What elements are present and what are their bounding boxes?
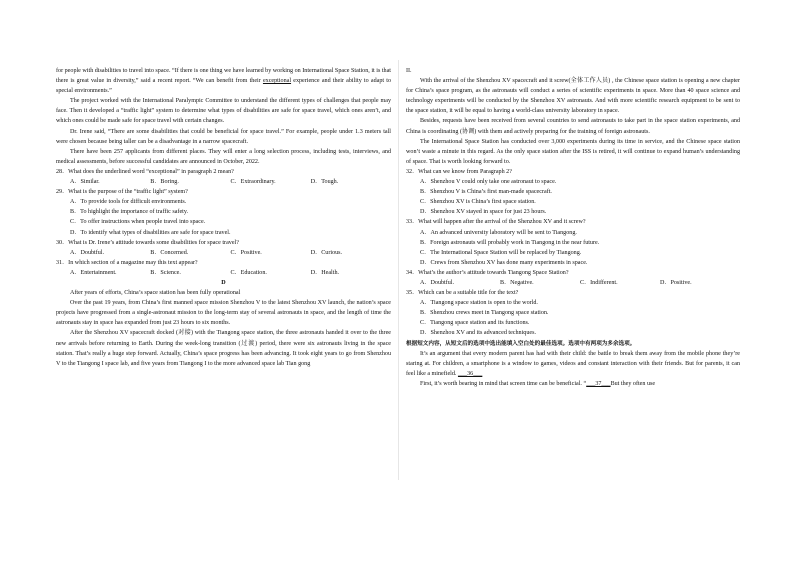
option: B．To highlight the importance of traffic safety.	[70, 209, 189, 216]
option: D．Curious.	[310, 249, 343, 256]
option: C．Shenzhou XV is China’s first space station.	[420, 199, 536, 206]
left-column	[56, 66, 391, 369]
option: B．Foreign astronauts will probably work in Tiangong in the near future.	[420, 239, 600, 246]
passage-c-paragraph-2: The project worked with the International Paralympic Committee to understand the different types of challenges that people may face. Then it developed a “traffic light” system to determine what types of disabilities are safe for space travel, which ones aren’t, and which ones could be made safe for space travel with certain changes.	[56, 98, 391, 125]
option: B．Shenzhou V is China’s first man-made spacecraft.	[420, 189, 552, 196]
question-33: 33．What will happen after the arrival of the Shenzhou XV and it screw?	[406, 219, 586, 226]
question-30-options	[56, 248, 391, 258]
question-31-options	[56, 268, 391, 278]
blank-36: ___36___	[457, 370, 483, 377]
option: A．Tiangong space station is open to the world.	[420, 300, 538, 307]
option: C．Indifferent.	[580, 279, 618, 286]
question-34-options	[406, 278, 740, 288]
option: B．Concerned.	[150, 249, 189, 256]
passage-c-paragraph-4: There have been 257 applicants from different places. They will enter a long selection process, including tests, interviews, and medical assessments, before successful candidates are announced in October, 2022.	[56, 148, 391, 165]
section-heading-d: D	[221, 279, 226, 286]
option: A．Shenzhou V could only take one astronaut to space.	[420, 179, 557, 186]
option: A．An advanced university laboratory will be sent to Tiangong.	[420, 229, 577, 236]
question-29: 29．What is the purpose of the “traffic light” system?	[56, 189, 188, 196]
option: A．Entertainment.	[70, 269, 117, 276]
passage-d-paragraph-3: With the arrival of the Shenzhou XV spacecraft and it screw(全体工作人员) , the Chinese space station is opening a new chapter for China’s space program, as the astronauts will conduct a series of scientific experiments in space. More than 40 space science and technology experiments will be conducted by the Shenzhou XV astronauts. And with more scientific research equipment to be sent to the space station, it will be equal to having a world-class university laboratory in space.	[406, 78, 740, 115]
option: C．The International Space Station will be replaced by Tiangong.	[420, 249, 582, 256]
option: B．Negative.	[500, 279, 534, 286]
question-34: 34．What’s the author’s attitude towards Tiangong Space Station?	[406, 269, 569, 276]
question-35: 35．Which can be a suitable title for the text?	[406, 290, 519, 297]
blank-37: ___37___	[586, 380, 611, 387]
option: C．To offer instructions when people travel into space.	[70, 219, 206, 226]
option: D．Crews from Shenzhou XV has done many experiments in space.	[420, 259, 588, 266]
option: B．Shenzhou crews meet in Tiangong space station.	[420, 310, 549, 317]
question-31: 31．In which section of a magazine may this text appear?	[56, 259, 198, 266]
option: C．Education.	[230, 269, 267, 276]
option: A．Doubtful.	[70, 249, 105, 256]
question-28: 28．What does the underlined word “exceptional” in paragraph 2 mean?	[56, 168, 234, 175]
passage-e-paragraph-1: It’s an argument that every modern parent has had with their child: the battle to break them away from the mobile phone they’re staring at. For children, a smartphone is a window to games, videos and constant interaction with their friends. But for parents, it can feel like a minefield. ___36___	[406, 350, 740, 377]
option: D．Shenzhou XV stayed in space for just 23 hours.	[420, 209, 547, 216]
question-28-options	[56, 177, 391, 187]
underlined-word: exceptional	[262, 78, 292, 85]
option: B．Boring.	[150, 179, 179, 186]
option: D．Tough.	[310, 179, 339, 186]
passage-d-continuation: II.	[406, 68, 412, 74]
option: C．Positive.	[230, 249, 262, 256]
passage-d-paragraph-5: The International Space Station has conducted over 3,000 experiments during its time in service, and the Chinese space station won’t waste a minute in this regard. As the only space station after the ISS is retired, it will continue to expand human’s understanding of space. That is worth looking forward to.	[406, 138, 740, 165]
passage-c-paragraph-3: Dr. Irene said, “There are some disabilities that could be beneficial for space travel.” For example, people under 1.3 meters tall were chosen because being taller can be a disadvantage in a narrow spacecraft.	[56, 128, 391, 145]
right-column	[406, 66, 740, 389]
option: D．To identify what types of disabilities are safe for space travel.	[70, 229, 231, 236]
question-32: 32．What can we know from Paragraph 2?	[406, 168, 512, 175]
option: C．Extraordinary.	[230, 179, 276, 186]
option: A．Similar.	[70, 179, 100, 186]
option: C．Tiangong space station and its functions.	[420, 320, 530, 327]
passage-d-paragraph-1: Over the past 19 years, from China’s first manned space mission Shenzhou V to the latest Shenzhou XV launch, the nation’s space projects have progressed from a single-astronaut mission to the long-term stay of several astronauts in space, and the length of time the astronauts stay in space has expanded from just 23 hours to six months.	[56, 300, 391, 327]
passage-e-paragraph-2: First, it’s worth bearing in mind that screen time can be beneficial. “___37___But they often use	[420, 380, 656, 387]
section-instruction: 根据短文内容，从短文后的选项中选出能填入空白处的最佳选项。选项中有两项为多余选项。	[406, 340, 636, 347]
option: A．Doubtful.	[420, 279, 455, 286]
option: B．Science.	[150, 269, 181, 276]
option: A．To provide tools for difficult environments.	[70, 199, 187, 206]
option: D．Shenzhou XV and its advanced techniques.	[420, 330, 536, 337]
option: D．Positive.	[660, 279, 692, 286]
passage-d-paragraph-4: Besides, requests have been received from several countries to send astronauts to take part in the space station experiments, and China is coordinating (协调) with them and actively preparing for the training of foreign astronauts.	[406, 118, 740, 135]
passage-d-title: After years of efforts, China’s space station has been fully operational	[70, 290, 241, 297]
passage-d-paragraph-2: After the Shenzhou XV spacecraft docked (对接) with the Tiangong space station, the three astronauts handed it over to the three new arrivals before returning to Earth. During the week-long transition (过渡) period, there were six astronauts living in the space station. That’s really a huge step forward. Actually, China’s space progress has been advancing. It took eight years to go from Shenzhou V to the Tiangong I space lab, and five years from Tiangong I to the more advanced space lab Tian gong	[56, 330, 391, 367]
question-30: 30．What is Dr. Irene’s attitude towards some disabilities for space travel?	[56, 239, 239, 246]
column-divider	[398, 60, 399, 480]
passage-c-paragraph-1: for people with disabilities to travel into space. “If there is one thing we have learned by working on International Space Station, it is that there is great value in diversity,” said a recent report. “We can benefit from their exceptional experience and their ability to adapt to special environments.”	[56, 68, 391, 95]
option: D．Health.	[310, 269, 340, 276]
